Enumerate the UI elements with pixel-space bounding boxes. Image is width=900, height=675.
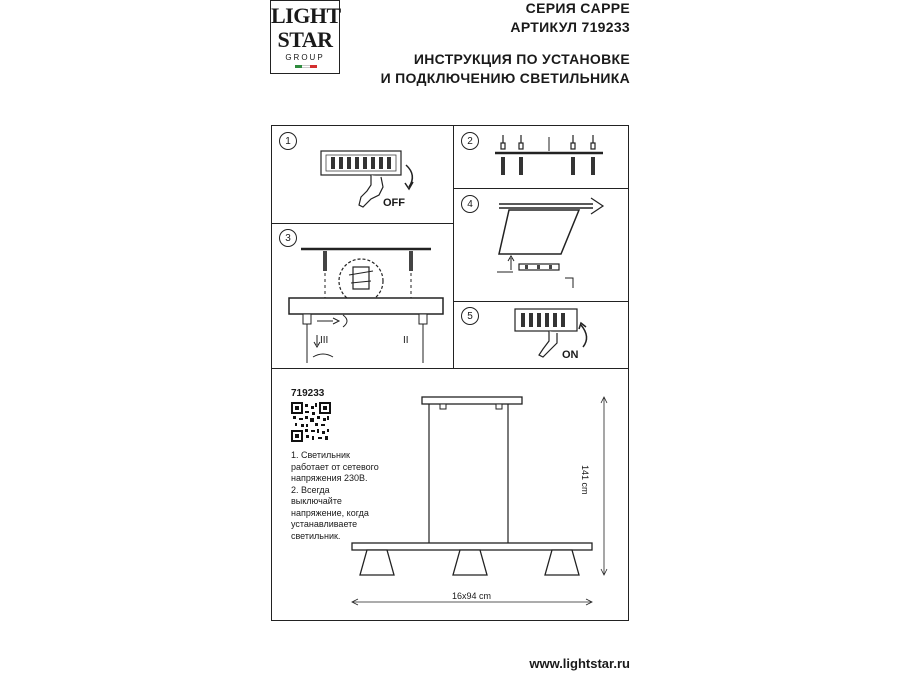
step-4-number: 4 — [461, 195, 479, 213]
title-line2: И ПОДКЛЮЧЕНИЮ СВЕТИЛЬНИКА — [380, 70, 630, 86]
logo-line2: STAR — [277, 27, 333, 52]
note-line: работает от сетевого — [291, 461, 379, 472]
logo-line3: GROUP — [285, 53, 325, 62]
brand-logo — [270, 0, 340, 74]
step-5-caption: ON — [562, 349, 579, 361]
product-code: 719233 — [291, 388, 325, 399]
step-3-label-b: II — [403, 335, 409, 346]
step-1-caption: OFF — [383, 197, 405, 209]
note-line: напряжение, когда — [291, 507, 369, 518]
logo-line1: LIGHT — [271, 3, 341, 28]
note-line: светильник. — [291, 530, 341, 541]
lamp-dimension-drawing — [340, 385, 625, 615]
width-dimension: 16x94 cm — [452, 591, 492, 601]
shade-mount-illustration — [453, 188, 629, 302]
note-line: напряжения 230В. — [291, 473, 368, 483]
drilling-illustration — [453, 125, 629, 189]
flag-icon — [295, 65, 317, 68]
step-2-number: 2 — [461, 132, 479, 150]
mount-plate-illustration — [271, 223, 454, 369]
note-line: устанавливаете — [291, 519, 358, 529]
qr-code-icon — [291, 402, 331, 442]
breaker-on-illustration — [453, 301, 629, 369]
note-line: 1. Светильник — [291, 450, 350, 460]
series-label: СЕРИЯ CAPPE — [525, 0, 630, 16]
website-link[interactable]: www.lightstar.ru — [529, 656, 630, 671]
step-3-number: 3 — [279, 229, 297, 247]
note-line: 2. Всегда выключайте — [291, 484, 342, 506]
height-dimension: 141 cm — [580, 465, 590, 495]
step-3-label-a: III — [320, 335, 329, 346]
title-line1: ИНСТРУКЦИЯ ПО УСТАНОВКЕ — [413, 51, 630, 67]
step-5-number: 5 — [461, 307, 479, 325]
step-1-number: 1 — [279, 132, 297, 150]
article-label: АРТИКУЛ 719233 — [510, 19, 630, 35]
breaker-off-illustration — [271, 125, 454, 224]
